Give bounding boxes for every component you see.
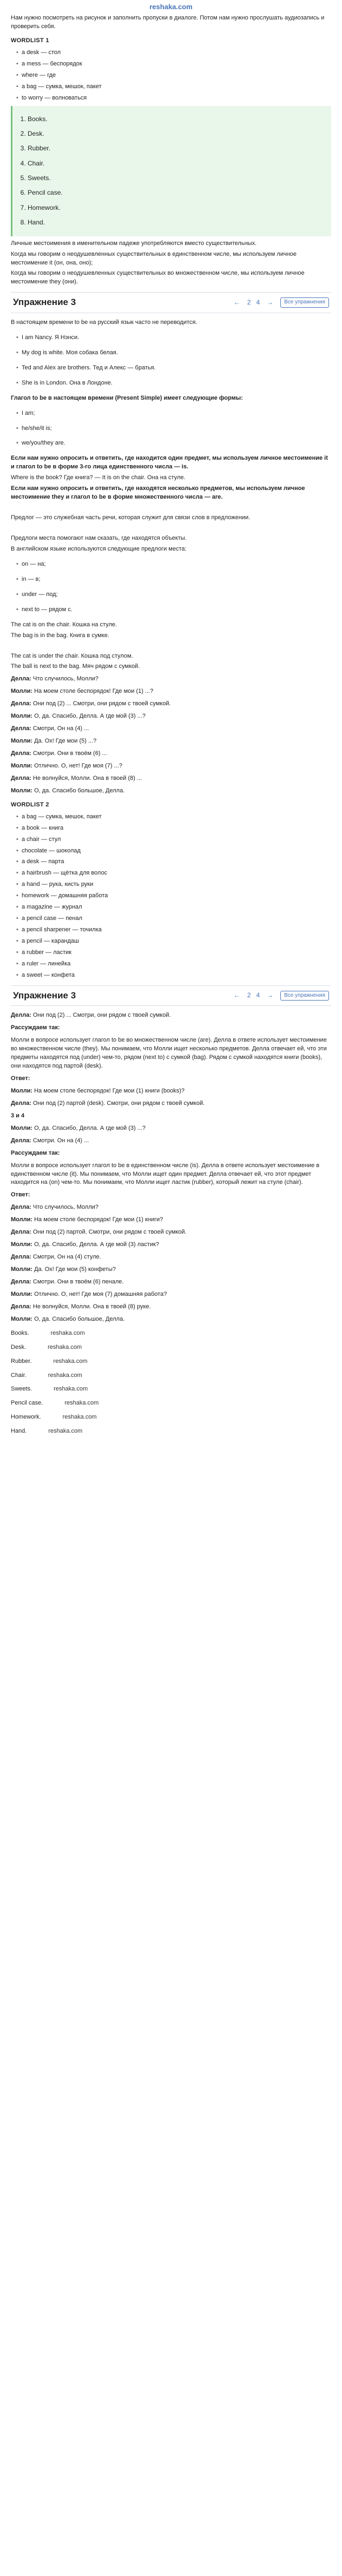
exercise-nav-bar-2: [11, 985, 331, 1006]
speaker: Делла:: [11, 1204, 31, 1211]
speaker: Делла:: [11, 676, 31, 683]
speaker: Молли:: [11, 1290, 33, 1297]
grammar-intro: В настоящем времени to be на русский язык часто не переводится.: [11, 319, 198, 326]
dialog-line: [11, 1228, 331, 1237]
answer-item: 1. Books.: [28, 115, 326, 124]
word-item: • a pencil sharpener — точилка: [16, 926, 331, 935]
line-text: Смотри, Он на (4) стуле.: [32, 1254, 101, 1261]
answer-item: 8. Hand.: [28, 218, 326, 227]
exercise-pagination: [232, 991, 329, 1001]
speaker: Ответ:: [11, 1191, 30, 1198]
answer-item: Homework. reshaka.com: [11, 1414, 97, 1421]
rule-text: Личные местоимения в именительном падеже употребляются вместо существительных.: [11, 240, 257, 247]
wordlist2-title: WORDLIST 2: [11, 801, 49, 808]
dialog-line: [11, 687, 331, 696]
line-text: Смотри, Он на (4) ...: [32, 725, 89, 732]
dialog-line: [11, 1149, 331, 1158]
dialog-line: [11, 774, 331, 783]
answer-item: Chair. reshaka.com: [11, 1372, 82, 1379]
answer-box: [11, 106, 331, 236]
speaker: Делла:: [11, 725, 31, 732]
word-item: • a hairbrush — щётка для волос: [16, 869, 331, 878]
preposition-item: • under — под;: [16, 591, 331, 599]
speaker: Молли:: [11, 738, 33, 745]
dialog-line: [11, 1266, 331, 1274]
dialog-line: [11, 1303, 331, 1312]
line-text: Они под (2) ... Смотри, они рядом с твоей сумкой.: [32, 700, 171, 707]
answer-item: 4. Chair.: [28, 159, 326, 168]
dialog-line: [11, 737, 331, 746]
dialog-line: [11, 1216, 331, 1224]
speaker: Молли:: [11, 688, 33, 695]
preposition-list-title: В английском языке используются следующие предлоги места:: [11, 545, 187, 552]
exercise-title: Упражнение 3: [13, 990, 76, 1001]
word-item: • a pencil — карандаш: [16, 937, 331, 946]
dialog-line: [11, 1315, 331, 1324]
form-item: • I am;: [16, 409, 331, 418]
form-item: • we/you/they are.: [16, 439, 331, 448]
dialog-line: [11, 787, 331, 796]
dialog-line: [11, 1137, 331, 1145]
speaker: Молли:: [11, 1266, 33, 1273]
word-item: • a desk — парта: [16, 858, 331, 866]
line-text: Смотри. Он на (4) ...: [32, 1137, 89, 1144]
dialog-line: [11, 1011, 331, 1020]
preposition-example: The ball is next to the bag. Мяч рядом с сумкой.: [11, 663, 140, 670]
line-text: Что случилось, Молли?: [32, 676, 98, 683]
page: [5, 0, 337, 1436]
speaker: Молли:: [11, 1087, 33, 1094]
answer-item: 7. Homework.: [28, 203, 326, 213]
word-item: • a magazine — журнал: [16, 903, 331, 912]
line-text: О, да. Спасибо, Делла. А где мой (3) ...?: [34, 1124, 146, 1131]
site-header: [11, 0, 331, 12]
exercise-nav-bar: [11, 292, 331, 313]
final-answers: [11, 1329, 331, 1436]
speaker: Молли:: [11, 1315, 33, 1322]
rule-text: Когда мы говорим о неодушевленных существительных в единственном числе, мы используем личное местоимение it (он, она, оно);: [11, 250, 297, 266]
speaker: Молли:: [11, 1124, 33, 1131]
dialog-line: [11, 1241, 331, 1249]
rule-plural: Если нам нужно опросить и ответить, где находятся несколько предметов, мы используем личное местоимение they и глагол to be в форме множественного числа — are.: [11, 485, 305, 501]
next-exercise-link[interactable]: 4: [256, 991, 260, 999]
line-text: Да. Ох! Где мои (5) конфеты?: [34, 1266, 116, 1273]
speaker: Молли:: [11, 1216, 33, 1223]
prev-arrow-icon[interactable]: ←: [233, 298, 240, 306]
speaker: Делла:: [11, 774, 31, 782]
dialog-line: [11, 1191, 331, 1200]
dialog-line: [11, 1290, 331, 1299]
word-item: • a ruler — линейка: [16, 960, 331, 969]
next-arrow-icon[interactable]: →: [267, 298, 274, 306]
exercise-pagination: [232, 297, 329, 308]
line-text: О, да. Спасибо большое, Делла.: [34, 787, 125, 794]
answer-item: Hand. reshaka.com: [11, 1428, 83, 1435]
dialog-line: [11, 700, 331, 708]
next-exercise-link[interactable]: 4: [256, 298, 260, 306]
dialog-task: [11, 675, 331, 795]
dialog-line: [11, 1112, 331, 1121]
speaker: Молли:: [11, 787, 33, 794]
line-text: Молли в вопросе использует глагол to be во множественном числе (are). Делла в ответе использует местоимение во множественном числе (they). Мы понимаем, что Молли ищет несколько предметов. Делла отвечает ей, что эти предметы находятся под (under) чем-то, рядом (next to) с сумкой (bag). Рядом с сумкой находятся книги (books), они находятся под партой (desk).: [11, 1037, 327, 1070]
example-item: • Ted and Alex are brothers. Тед и Алекс — братья.: [16, 364, 331, 373]
example-item: • My dog is white. Моя собака белая.: [16, 349, 331, 357]
preposition-place: Предлоги места помогают нам сказать, где находятся объекты.: [11, 535, 187, 542]
speaker: Делла:: [11, 750, 31, 757]
speaker: Делла:: [11, 700, 31, 707]
speaker: Делла:: [11, 1303, 31, 1310]
dialog-line: [11, 1087, 331, 1096]
dialog-line: [11, 675, 331, 684]
grammar-examples: [11, 334, 331, 388]
wordlist1-title: WORDLIST 1: [11, 37, 49, 44]
speaker: Делла:: [11, 1137, 31, 1144]
dialog-line: [11, 1024, 331, 1032]
line-text: На моем столе беспорядок! Где мои (1) книги (books)?: [34, 1087, 185, 1094]
speaker: Делла:: [11, 1254, 31, 1261]
example-item: • I am Nancy. Я Нэнси.: [16, 334, 331, 342]
speaker: Делла:: [11, 1012, 31, 1019]
line-text: Они под (2) партой. Смотри, они рядом с твоей сумкой.: [32, 1229, 187, 1236]
line-text: Они под (2) ... Смотри, они рядом с твоей сумкой.: [32, 1012, 171, 1019]
forms-title: Глагол to be в настоящем времени (Present Simple) имеет следующие формы:: [11, 394, 243, 401]
speaker: Делла:: [11, 1100, 31, 1107]
word-item: • a chair — стул: [16, 836, 331, 844]
answer-item: Rubber. reshaka.com: [11, 1357, 88, 1365]
line-text: Отлично. О, нет! Где моя (7) ...?: [34, 762, 122, 769]
dialog-line: [11, 1203, 331, 1212]
line-text: О, да. Спасибо, Делла. А где мой (3) ...?: [34, 713, 146, 720]
word-item: • a pencil case — пенал: [16, 915, 331, 923]
speaker: Молли:: [11, 762, 33, 769]
preposition-item: • on — на;: [16, 560, 331, 569]
prev-arrow-icon[interactable]: ←: [233, 991, 240, 999]
wordlist2: [11, 813, 331, 980]
line-text: О, да. Спасибо большое, Делла.: [34, 1315, 125, 1322]
dialog-line: [11, 1100, 331, 1108]
speaker: Делла:: [11, 1278, 31, 1285]
speaker: Молли:: [11, 1241, 33, 1248]
word-item: • a rubber — ластик: [16, 949, 331, 957]
dialog-line: [11, 762, 331, 771]
form-item: • he/she/it is;: [16, 425, 331, 433]
forms-list: [11, 409, 331, 448]
word-item: • a bag — сумка, мешок, пакет: [16, 83, 331, 91]
prev-exercise-link[interactable]: 2: [247, 298, 251, 306]
line-text: О, да. Спасибо, Делла. А где мой (3) ластик?: [34, 1241, 159, 1248]
speaker: Рассуждаем так:: [11, 1149, 60, 1156]
speaker: Молли:: [11, 713, 33, 720]
wordlist1: [11, 49, 331, 103]
all-exercises-button[interactable]: Все упражнения: [280, 297, 329, 308]
rule-text: Когда мы говорим о неодушевленных существительных во множественном числе, мы используем личное местоимение they (они).: [11, 270, 305, 286]
word-item: • a desk — стол: [16, 49, 331, 57]
line-text: Отлично. О, нет! Где моя (7) домашняя работа?: [34, 1290, 167, 1297]
rule-singular: Если нам нужно опросить и ответить, где находится один предмет, мы используем личное местоимение it и глагол to be в форме 3-го лица единственного числа — is.: [11, 455, 328, 471]
line-text: На моем столе беспорядок! Где мои (1) ...?: [34, 688, 154, 695]
word-item: • a bag — сумка, мешок, пакет: [16, 813, 331, 822]
answer-item: Books. reshaka.com: [11, 1329, 85, 1336]
dialog-line: [11, 725, 331, 733]
intro-text: Нам нужно посмотреть на рисунок и заполнить пропуски в диалоге. Потом нам нужно прослушать аудиозапись и проверить себя.: [11, 15, 325, 30]
preposition-example: The bag is in the bag. Книга в сумке.: [11, 632, 109, 639]
answer-item: Sweets. reshaka.com: [11, 1386, 88, 1393]
rule-singular-example: Where is the book? Где книга? — It is on the chair. Она на стуле.: [11, 474, 186, 481]
dialog-line: [11, 1075, 331, 1083]
dialog-line: [11, 712, 331, 721]
word-item: • homework — домашняя работа: [16, 892, 331, 900]
word-item: • a sweet — конфета: [16, 971, 331, 980]
line-text: Смотри. Они в твоём (6) пенале.: [32, 1278, 124, 1285]
speaker: Рассуждаем так:: [11, 1024, 60, 1031]
answer-item: Desk. reshaka.com: [11, 1343, 82, 1350]
line-text: Да. Ох! Где мои (5) ...?: [34, 738, 97, 745]
answer-item: 2. Desk.: [28, 129, 326, 138]
speaker: Делла:: [11, 1229, 31, 1236]
speaker: 3 и 4: [11, 1112, 25, 1119]
dialog-line: [11, 1036, 331, 1071]
example-item: • She is in London. Она в Лондоне.: [16, 379, 331, 388]
line-text: Смотри. Они в твоём (6) ...: [32, 750, 107, 757]
line-text: Не волнуйся, Молли. Она в твоей (8) ...: [32, 774, 142, 782]
answer-item: 5. Sweets.: [28, 174, 326, 183]
word-item: • to worry — волноваться: [16, 94, 331, 103]
line-text: На моем столе беспорядок! Где мои (1) книги?: [34, 1216, 163, 1223]
line-text: Они под (2) партой (desk). Смотри, они рядом с твоей сумкой.: [32, 1100, 205, 1107]
site-logo[interactable]: reshaka.com: [149, 3, 193, 11]
dialog-line: [11, 1124, 331, 1133]
word-item: • chocolate — шоколад: [16, 847, 331, 856]
preposition-example: The cat is under the chair. Кошка под стулом.: [11, 652, 133, 659]
exercise-title: Упражнение 3: [13, 297, 76, 308]
next-arrow-icon[interactable]: →: [267, 991, 274, 999]
word-item: • a book — книга: [16, 824, 331, 833]
prev-exercise-link[interactable]: 2: [247, 991, 251, 999]
preposition-example: The cat is on the chair. Кошка на стуле.: [11, 621, 117, 628]
answer-item: 6. Pencil case.: [28, 188, 326, 197]
answer-item: Pencil case. reshaka.com: [11, 1400, 99, 1407]
dialog-line: [11, 1278, 331, 1287]
preposition-item: • next to — рядом с.: [16, 606, 331, 614]
preposition-item: • in — в;: [16, 575, 331, 584]
solution-dialog: [11, 1011, 331, 1323]
dialog-line: [11, 1253, 331, 1262]
preposition-list: [11, 560, 331, 614]
dialog-line: [11, 750, 331, 758]
word-item: • a hand — рука, кисть руки: [16, 880, 331, 889]
preposition-definition: Предлог — это служебная часть речи, которая служит для связи слов в предложении.: [11, 514, 251, 521]
all-exercises-button[interactable]: Все упражнения: [280, 991, 329, 1001]
dialog-line: [11, 1162, 331, 1188]
word-item: • where — где: [16, 71, 331, 80]
word-item: • a mess — беспорядок: [16, 60, 331, 69]
line-text: Не волнуйся, Молли. Она в твоей (8) руке.: [32, 1303, 151, 1310]
line-text: Что случилось, Молли?: [32, 1204, 98, 1211]
answer-item: 3. Rubber.: [28, 144, 326, 153]
speaker: Ответ:: [11, 1075, 30, 1082]
line-text: Молли в вопросе использует глагол to be в единственном числе (is). Делла в ответе использует местоимение в единственном числе (it). Мы понимаем, что Молли ищет один предмет. Делла отвечает ей, что этот предмет находится на (on) чем-то. Мы понимаем, что Молли ищет ластик (rubber), который лежит на стуле (chair).: [11, 1162, 320, 1186]
